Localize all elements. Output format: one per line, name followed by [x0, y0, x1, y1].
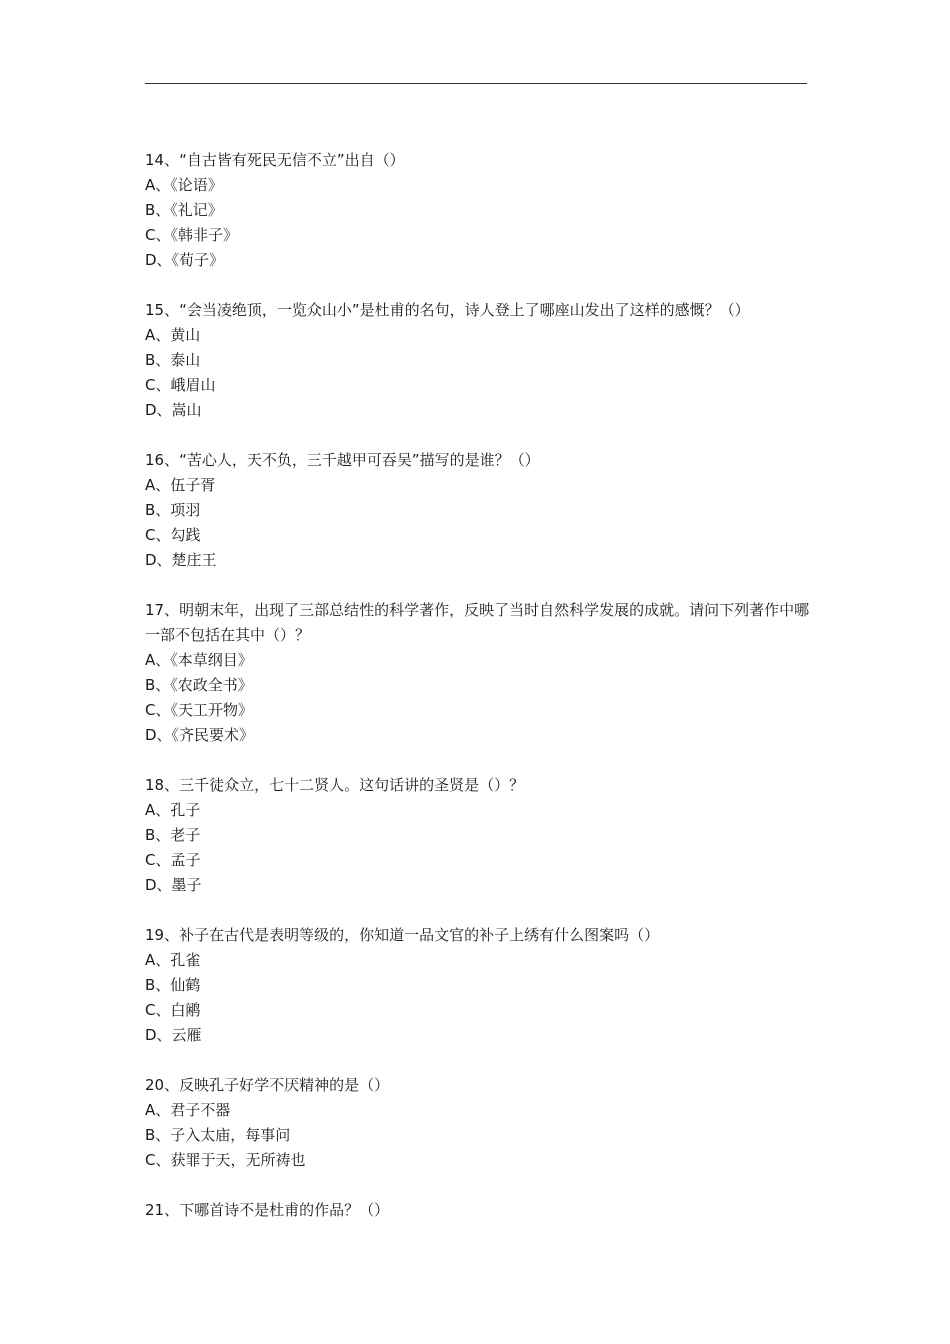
question-text: 17、明朝末年，出现了三部总结性的科学著作，反映了当时自然科学发展的成就。请问下列著作中哪一部不包括在其中（）？ [145, 601, 810, 644]
option-a: A、《论语》 [145, 176, 223, 194]
option-c: C、《天工开物》 [145, 701, 253, 719]
question-text: 14、“自古皆有死民无信不立”出自（） [145, 151, 405, 169]
question-text: 20、反映孔子好学不厌精神的是（） [145, 1076, 390, 1094]
option-c: C、勾践 [145, 526, 201, 544]
question-14 [145, 148, 810, 273]
question-21 [145, 1198, 810, 1223]
question-17 [145, 598, 810, 748]
question-text: 18、三千徒众立，七十二贤人。这句话讲的圣贤是（）？ [145, 776, 525, 794]
option-a: A、伍子胥 [145, 476, 216, 494]
option-b: B、项羽 [145, 501, 201, 519]
question-16 [145, 448, 810, 573]
question-text: 16、“苦心人，天不负，三千越甲可吞吴”描写的是谁？（） [145, 451, 540, 469]
option-c: C、孟子 [145, 851, 201, 869]
option-d: D、嵩山 [145, 401, 202, 419]
option-c: C、峨眉山 [145, 376, 216, 394]
option-d: D、云雁 [145, 1026, 202, 1044]
question-list [145, 148, 810, 1248]
header-rule [145, 83, 807, 84]
question-20 [145, 1073, 810, 1173]
option-a: A、孔雀 [145, 951, 201, 969]
question-text: 19、补子在古代是表明等级的，你知道一品文官的补子上绣有什么图案吗（） [145, 926, 660, 944]
option-d: D、楚庄王 [145, 551, 217, 569]
option-d: D、墨子 [145, 876, 202, 894]
question-text: 21、下哪首诗不是杜甫的作品？（） [145, 1201, 390, 1219]
option-b: B、老子 [145, 826, 201, 844]
question-15 [145, 298, 810, 423]
question-18 [145, 773, 810, 898]
question-text: 15、“会当凌绝顶，一览众山小”是杜甫的名句，诗人登上了哪座山发出了这样的感慨？（） [145, 301, 750, 319]
option-b: B、仙鹤 [145, 976, 201, 994]
option-c: C、获罪于天，无所祷也 [145, 1151, 306, 1169]
option-c: C、白鹇 [145, 1001, 201, 1019]
option-d: D、《荀子》 [145, 251, 225, 269]
option-b: B、泰山 [145, 351, 201, 369]
option-c: C、《韩非子》 [145, 226, 238, 244]
option-a: A、孔子 [145, 801, 201, 819]
option-b: B、《农政全书》 [145, 676, 253, 694]
option-a: A、黄山 [145, 326, 201, 344]
option-d: D、《齐民要术》 [145, 726, 255, 744]
option-b: B、《礼记》 [145, 201, 223, 219]
option-a: A、君子不器 [145, 1101, 231, 1119]
question-19 [145, 923, 810, 1048]
option-a: A、《本草纲目》 [145, 651, 253, 669]
option-b: B、子入太庙，每事问 [145, 1126, 291, 1144]
